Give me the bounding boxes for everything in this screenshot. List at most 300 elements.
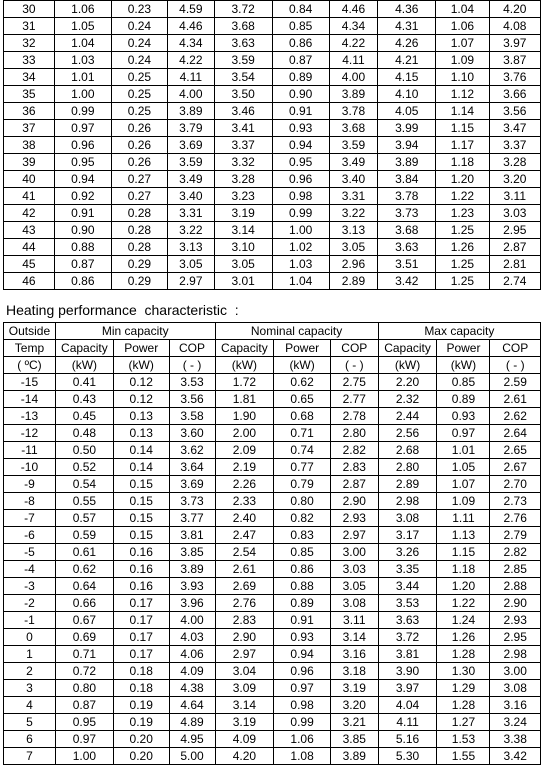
table-cell: 2.74	[489, 273, 540, 290]
table-cell: 1.22	[436, 188, 489, 205]
table-cell: 0.19	[113, 714, 169, 731]
table-cell: -13	[4, 408, 56, 425]
table-cell: 2.76	[490, 510, 541, 527]
table-cell: 0.26	[111, 137, 167, 154]
table-cell: 4.89	[169, 714, 215, 731]
cooling-table-row	[4, 86, 541, 103]
table-cell: 4.31	[378, 18, 436, 35]
table-cell: 3.54	[214, 69, 272, 86]
table-cell: 3.79	[167, 120, 214, 137]
table-cell: 3.03	[489, 205, 540, 222]
table-cell: 3.19	[214, 205, 272, 222]
table-cell: 0.95	[55, 714, 113, 731]
table-cell: 0.96	[54, 137, 111, 154]
table-cell: 1.20	[436, 171, 489, 188]
table-cell: 3.58	[169, 408, 215, 425]
table-cell: 3	[4, 680, 56, 697]
table-cell: 1.81	[215, 391, 274, 408]
table-cell: -12	[4, 425, 56, 442]
table-cell: 4.20	[215, 748, 274, 765]
table-cell: 3.49	[167, 171, 214, 188]
header-min-capacity-label: Capacity	[55, 340, 113, 357]
table-cell: 3.44	[378, 578, 437, 595]
table-cell: 3.72	[214, 1, 272, 18]
table-cell: 1.13	[437, 527, 490, 544]
table-cell: 2.90	[215, 629, 274, 646]
table-cell: 0.85	[274, 544, 331, 561]
table-cell: 3.35	[378, 561, 437, 578]
table-cell: 0.84	[272, 1, 329, 18]
table-cell: 3.89	[330, 748, 378, 765]
table-cell: 4.38	[169, 680, 215, 697]
table-cell: 3.40	[329, 171, 378, 188]
table-cell: 1.00	[272, 222, 329, 239]
table-cell: 3.85	[169, 544, 215, 561]
table-cell: 2.83	[330, 459, 378, 476]
table-cell: 2.87	[489, 239, 540, 256]
table-cell: 3.93	[169, 578, 215, 595]
heating-table-row	[4, 731, 541, 748]
table-cell: 3.51	[378, 256, 436, 273]
table-cell: 0.87	[55, 697, 113, 714]
table-cell: 0.71	[55, 646, 113, 663]
table-cell: 1.25	[436, 256, 489, 273]
table-cell: 1.28	[437, 646, 490, 663]
table-cell: 1.53	[437, 731, 490, 748]
table-cell: 3.10	[214, 239, 272, 256]
table-cell: 2.80	[378, 459, 437, 476]
table-cell: 0.98	[274, 697, 331, 714]
table-cell: 36	[4, 103, 55, 120]
table-cell: 3.20	[330, 697, 378, 714]
table-cell: 3.14	[215, 697, 274, 714]
table-cell: 4.11	[167, 69, 214, 86]
table-cell: 31	[4, 18, 55, 35]
table-cell: 0.50	[55, 442, 113, 459]
table-cell: 3.04	[215, 663, 274, 680]
table-cell: 0.99	[274, 714, 331, 731]
table-cell: 1.04	[436, 1, 489, 18]
table-cell: 0.17	[113, 629, 169, 646]
table-cell: 1.25	[436, 273, 489, 290]
unit-nom-capacity: (kW)	[215, 357, 274, 374]
table-cell: 0.23	[111, 1, 167, 18]
table-cell: 2.67	[490, 459, 541, 476]
table-cell: 3.87	[489, 52, 540, 69]
table-cell: 1.30	[437, 663, 490, 680]
table-cell: 2.69	[215, 578, 274, 595]
table-cell: 3.73	[169, 493, 215, 510]
table-cell: 0.79	[274, 476, 331, 493]
table-cell: 3.28	[214, 171, 272, 188]
table-cell: 0.18	[113, 680, 169, 697]
table-cell: 0.15	[113, 476, 169, 493]
table-cell: -2	[4, 595, 56, 612]
table-cell: -6	[4, 527, 56, 544]
table-cell: 3.63	[214, 35, 272, 52]
table-cell: 1.18	[436, 154, 489, 171]
heating-table-row	[4, 510, 541, 527]
unit-nom-cop: ( - )	[330, 357, 378, 374]
table-cell: 0.25	[111, 69, 167, 86]
table-cell: 1.18	[437, 561, 490, 578]
table-cell: 3.00	[490, 663, 541, 680]
table-cell: 2.93	[490, 612, 541, 629]
table-cell: 1.00	[54, 86, 111, 103]
table-cell: 1.06	[54, 1, 111, 18]
table-cell: 3.31	[329, 188, 378, 205]
table-cell: 2.44	[378, 408, 437, 425]
table-cell: -15	[4, 374, 56, 391]
table-cell: 3.50	[214, 86, 272, 103]
unit-max-power: (kW)	[437, 357, 490, 374]
unit-max-cop: ( - )	[490, 357, 541, 374]
table-cell: 0.14	[113, 459, 169, 476]
table-cell: 3.28	[489, 154, 540, 171]
table-cell: 1.12	[436, 86, 489, 103]
table-cell: 42	[4, 205, 55, 222]
table-cell: 3.89	[329, 86, 378, 103]
cooling-table-row	[4, 18, 541, 35]
table-cell: 2.62	[490, 408, 541, 425]
table-cell: 4.04	[378, 697, 437, 714]
table-cell: 3.89	[378, 154, 436, 171]
table-cell: 4.95	[169, 731, 215, 748]
table-cell: 0.13	[113, 425, 169, 442]
table-cell: 0.89	[437, 391, 490, 408]
table-cell: 4.22	[329, 35, 378, 52]
table-cell: 2.59	[490, 374, 541, 391]
table-cell: 0.17	[113, 646, 169, 663]
table-cell: 0.62	[274, 374, 331, 391]
table-cell: 4.11	[378, 714, 437, 731]
table-cell: 1.02	[272, 239, 329, 256]
table-cell: 2.79	[490, 527, 541, 544]
table-cell: 0.99	[54, 103, 111, 120]
table-cell: 0.95	[54, 154, 111, 171]
table-cell: 3.78	[329, 103, 378, 120]
table-cell: 3.42	[378, 273, 436, 290]
header-min-capacity: Min capacity	[55, 323, 215, 340]
table-cell: 0.61	[55, 544, 113, 561]
header-max-power-label: Power	[437, 340, 490, 357]
table-cell: -5	[4, 544, 56, 561]
table-cell: 0.87	[54, 256, 111, 273]
table-cell: 1.09	[436, 52, 489, 69]
table-cell: 2.00	[215, 425, 274, 442]
unit-min-cop: ( - )	[169, 357, 215, 374]
table-cell: -9	[4, 476, 56, 493]
table-cell: 4.46	[167, 18, 214, 35]
table-cell: 0.26	[111, 120, 167, 137]
header-temp: Temp	[4, 340, 56, 357]
table-cell: 2.95	[489, 222, 540, 239]
heating-table-row	[4, 646, 541, 663]
table-cell: 1.08	[274, 748, 331, 765]
table-cell: -8	[4, 493, 56, 510]
table-cell: 1.28	[437, 697, 490, 714]
heating-table-row	[4, 663, 541, 680]
table-cell: 1.27	[437, 714, 490, 731]
header-min-cop-label: COP	[169, 340, 215, 357]
cooling-table-row	[4, 69, 541, 86]
table-cell: 4.36	[378, 1, 436, 18]
table-cell: 3.77	[169, 510, 215, 527]
table-cell: 2.70	[490, 476, 541, 493]
table-cell: -7	[4, 510, 56, 527]
table-cell: 0.88	[274, 578, 331, 595]
table-cell: 0.92	[54, 188, 111, 205]
table-cell: 3.01	[214, 273, 272, 290]
table-cell: 0.97	[55, 731, 113, 748]
table-cell: 4.20	[489, 1, 540, 18]
table-cell: 1.06	[436, 18, 489, 35]
table-cell: 3.97	[489, 35, 540, 52]
table-cell: 0.27	[111, 188, 167, 205]
cooling-table-row	[4, 273, 541, 290]
table-cell: 3.81	[169, 527, 215, 544]
table-cell: 3.13	[329, 222, 378, 239]
table-cell: 3.97	[378, 680, 437, 697]
header-nom-power-label: Power	[274, 340, 331, 357]
table-cell: 0.87	[272, 52, 329, 69]
table-cell: 3.14	[214, 222, 272, 239]
heating-table-row	[4, 561, 541, 578]
table-cell: 3.19	[330, 680, 378, 697]
table-cell: 0.68	[274, 408, 331, 425]
table-cell: 3.40	[167, 188, 214, 205]
table-cell: 1.26	[437, 629, 490, 646]
table-cell: 0.69	[55, 629, 113, 646]
table-cell: 37	[4, 120, 55, 137]
heating-table-row	[4, 391, 541, 408]
table-cell: 1.03	[54, 52, 111, 69]
unit-max-capacity: (kW)	[378, 357, 437, 374]
table-cell: 1.24	[437, 612, 490, 629]
table-cell: 2.75	[330, 374, 378, 391]
heating-table-row	[4, 408, 541, 425]
table-cell: -10	[4, 459, 56, 476]
cooling-table-row	[4, 137, 541, 154]
table-cell: 38	[4, 137, 55, 154]
table-cell: 0	[4, 629, 56, 646]
table-cell: 3.05	[214, 256, 272, 273]
table-cell: 3.63	[378, 239, 436, 256]
heating-table-row	[4, 578, 541, 595]
table-cell: 0.85	[437, 374, 490, 391]
table-cell: 0.91	[272, 103, 329, 120]
table-cell: 1.01	[54, 69, 111, 86]
table-cell: 0.14	[113, 442, 169, 459]
table-cell: 0.17	[113, 595, 169, 612]
table-cell: 1.03	[272, 256, 329, 273]
table-cell: -3	[4, 578, 56, 595]
table-cell: 7	[4, 748, 56, 765]
table-cell: 3.96	[169, 595, 215, 612]
table-cell: 1.01	[437, 442, 490, 459]
table-cell: 2.73	[490, 493, 541, 510]
table-cell: 3.05	[329, 239, 378, 256]
table-cell: 5.30	[378, 748, 437, 765]
table-cell: 2.65	[490, 442, 541, 459]
table-cell: 3.14	[330, 629, 378, 646]
table-cell: 0.16	[113, 578, 169, 595]
table-cell: 0.98	[272, 188, 329, 205]
table-cell: 2.85	[490, 561, 541, 578]
cooling-table-row	[4, 188, 541, 205]
table-cell: 2.32	[378, 391, 437, 408]
table-cell: 3.20	[489, 171, 540, 188]
table-cell: 0.20	[113, 731, 169, 748]
table-cell: 0.62	[55, 561, 113, 578]
table-cell: 2.89	[329, 273, 378, 290]
table-cell: 0.28	[111, 222, 167, 239]
table-cell: 3.63	[378, 612, 437, 629]
table-cell: 0.94	[272, 137, 329, 154]
table-cell: 2.97	[215, 646, 274, 663]
table-cell: 2.56	[378, 425, 437, 442]
cooling-table-row	[4, 1, 541, 18]
table-cell: 4.09	[215, 731, 274, 748]
cooling-table-row	[4, 103, 541, 120]
table-cell: 35	[4, 86, 55, 103]
table-cell: 3.22	[167, 222, 214, 239]
heating-table-row	[4, 697, 541, 714]
unit-min-capacity: (kW)	[55, 357, 113, 374]
table-cell: 3.62	[169, 442, 215, 459]
table-cell: 2.95	[490, 629, 541, 646]
header-row-units	[4, 357, 541, 374]
table-cell: 0.94	[274, 646, 331, 663]
table-cell: 2	[4, 663, 56, 680]
heating-table-body	[4, 374, 541, 765]
table-cell: 0.20	[113, 748, 169, 765]
table-cell: 1.72	[215, 374, 274, 391]
table-cell: 3.23	[214, 188, 272, 205]
table-cell: 3.53	[169, 374, 215, 391]
table-cell: 3.89	[167, 103, 214, 120]
table-cell: 4.06	[169, 646, 215, 663]
table-cell: 2.68	[378, 442, 437, 459]
table-cell: 0.24	[111, 52, 167, 69]
unit-min-power: (kW)	[113, 357, 169, 374]
table-cell: 4.11	[329, 52, 378, 69]
table-cell: 45	[4, 256, 55, 273]
table-cell: 2.47	[215, 527, 274, 544]
table-cell: 0.89	[274, 595, 331, 612]
table-cell: 1.05	[437, 459, 490, 476]
table-cell: 2.89	[378, 476, 437, 493]
table-cell: 0.15	[113, 527, 169, 544]
header-min-power-label: Power	[113, 340, 169, 357]
table-cell: 1.15	[436, 120, 489, 137]
heating-table-row	[4, 612, 541, 629]
table-cell: 0.93	[437, 408, 490, 425]
table-cell: 0.59	[55, 527, 113, 544]
table-cell: 3.68	[378, 222, 436, 239]
table-cell: 4.10	[378, 86, 436, 103]
table-cell: 3.60	[169, 425, 215, 442]
table-cell: 0.65	[274, 391, 331, 408]
table-cell: 3.17	[378, 527, 437, 544]
table-cell: 3.56	[169, 391, 215, 408]
table-cell: 0.97	[274, 680, 331, 697]
header-max-capacity-label: Capacity	[378, 340, 437, 357]
table-cell: 3.05	[330, 578, 378, 595]
table-cell: 2.78	[330, 408, 378, 425]
table-cell: 0.17	[113, 612, 169, 629]
table-cell: 3.24	[490, 714, 541, 731]
table-cell: 4.08	[489, 18, 540, 35]
table-cell: 2.61	[490, 391, 541, 408]
table-cell: 3.21	[330, 714, 378, 731]
table-cell: 2.26	[215, 476, 274, 493]
heating-table-row	[4, 425, 541, 442]
cooling-table-row	[4, 52, 541, 69]
table-cell: 1.04	[272, 273, 329, 290]
table-cell: 0.89	[272, 69, 329, 86]
cooling-table-row	[4, 222, 541, 239]
header-row-groups	[4, 323, 541, 340]
table-cell: 3.78	[378, 188, 436, 205]
cooling-table-row	[4, 154, 541, 171]
table-cell: 2.83	[215, 612, 274, 629]
cooling-table-body	[4, 1, 541, 290]
table-cell: 1.90	[215, 408, 274, 425]
table-cell: 32	[4, 35, 55, 52]
table-cell: 3.76	[489, 69, 540, 86]
heating-table-header	[4, 323, 541, 374]
table-cell: 4.59	[167, 1, 214, 18]
unit-temp: ( ºC)	[4, 357, 56, 374]
table-cell: 2.97	[330, 527, 378, 544]
table-cell: 0.25	[111, 103, 167, 120]
table-cell: 0.43	[55, 391, 113, 408]
table-cell: 0.93	[272, 120, 329, 137]
table-cell: 0.99	[272, 205, 329, 222]
table-cell: 2.88	[490, 578, 541, 595]
table-cell: 3.49	[329, 154, 378, 171]
table-cell: 3.38	[490, 731, 541, 748]
table-cell: 5.16	[378, 731, 437, 748]
table-cell: 2.82	[330, 442, 378, 459]
table-cell: 4.15	[378, 69, 436, 86]
table-cell: 3.68	[329, 120, 378, 137]
table-cell: 0.94	[54, 171, 111, 188]
table-cell: -4	[4, 561, 56, 578]
table-cell: 0.96	[272, 171, 329, 188]
table-cell: 0.57	[55, 510, 113, 527]
table-cell: 2.98	[490, 646, 541, 663]
table-cell: 1.22	[437, 595, 490, 612]
table-cell: 3.03	[330, 561, 378, 578]
table-cell: 2.90	[330, 493, 378, 510]
table-cell: 4.09	[169, 663, 215, 680]
table-cell: 0.27	[111, 171, 167, 188]
table-cell: 0.16	[113, 561, 169, 578]
table-cell: 1.55	[437, 748, 490, 765]
table-cell: 4	[4, 697, 56, 714]
table-cell: 4.34	[329, 18, 378, 35]
table-cell: 1.25	[436, 222, 489, 239]
table-cell: 1.29	[437, 680, 490, 697]
table-cell: 0.91	[274, 612, 331, 629]
table-cell: 3.81	[378, 646, 437, 663]
table-cell: 4.03	[169, 629, 215, 646]
table-cell: 0.16	[113, 544, 169, 561]
table-cell: 3.72	[378, 629, 437, 646]
table-cell: 1	[4, 646, 56, 663]
